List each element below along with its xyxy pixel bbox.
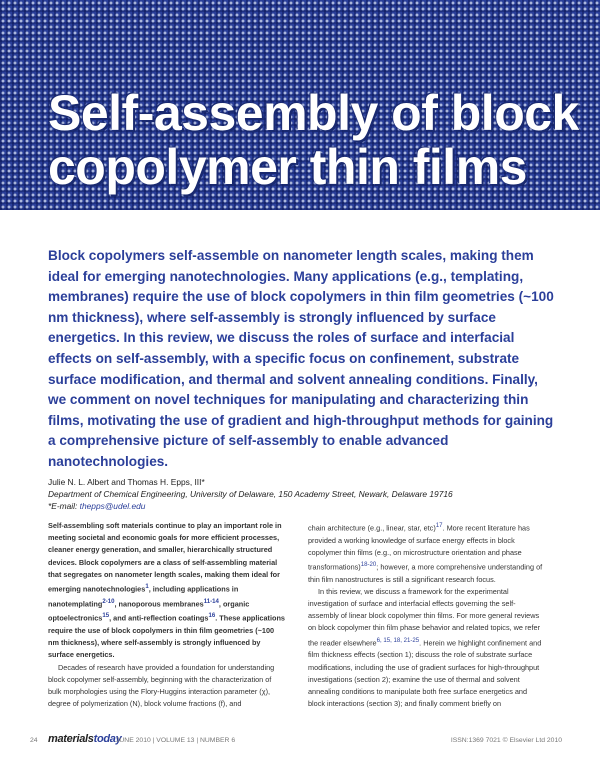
citation[interactable]: 2-10 [102,597,115,605]
citation[interactable]: 15 [102,612,110,620]
affiliation: Department of Chemical Engineering, University of Delaware, 150 Academy Street, Newark, Delaware 19716 [48,489,453,499]
title-line-1: Self-assembly of block [48,85,579,141]
body-paragraph: Decades of research have provided a foundation for understanding block copolymer self-assembly, beginning with the characterization of bulk morphologies using the Flory-Huggins interaction parameter (χ), degree of polymerization (N), block volume fractions (f), and [48,662,275,709]
title-line-2: copolymer thin films [48,139,527,195]
body-paragraph: chain architecture (e.g., linear, star, etc)$^{17}$. More recent literature has provided a working knowledge of surface energy effects in block copolymer thin films (e.g., on microstructure orientation and phase transformations)$^{18-20}$; however, a more comprehensive understanding of thin film nanostructures is still a significant research focus. [308,522,543,584]
issn-copyright: ISSN:1369 7021 © Elsevier Ltd 2010 [450,737,562,744]
journal-logo: materialstoday [48,733,122,745]
issue-info: JUNE 2010 | VOLUME 13 | NUMBER 6 [116,737,236,744]
page-number: 24 [30,737,38,744]
email-line [48,501,145,511]
body-column-right [308,520,546,710]
email-address[interactable]: thepps@udel.edu [79,501,146,511]
citation[interactable]: 16 [208,612,216,620]
citation[interactable]: 11-14 [203,597,219,605]
citation[interactable]: 1 [145,583,149,591]
authors: Julie N. L. Albert and Thomas H. Epps, III* [48,477,205,487]
body-paragraph: In this review, we discuss a framework for the experimental investigation of surface and interfacial effects governing the self-assembly of linear block copolymer thin films. For more general reviews on block copolymer thin film phase behavior and related topics, we refer the reader elsewhere$^{6, 15, 18, 21-25}$. Herein we highlight confinement and film thickness effects (section 1); discuss the role of substrate surface modifications, including the use of gradient surfaces for high-throughput investigations (section 2); examine the use of thermal and solvent annealing conditions to manipulate both free surface energetics and block interactions (section 3); and finally comment briefly on [308,586,542,709]
title-banner [0,0,600,210]
email-label: *E-mail: [48,501,78,511]
body-column-left [48,520,286,710]
abstract: Block copolymers self-assemble on nanometer length scales, making them ideal for emerging nanotechnologies. Many applications (e.g., templating, membranes) require the use of block copolymers in thin film geometries (~100 nm thickness), where self-assembly is strongly influenced by surface energetics. In this review, we discuss the roles of surface and interfacial effects on self-assembly, with a specific focus on confinement, substrate surface modification, and thermal and solvent annealing conditions. Finally, we comment on novel techniques for manipulating and characterizing thin films, motivating the use of gradient and high-throughput methods for gaining a comprehensive picture of self-assembly to enable advanced nanotechnologies. [48,248,554,469]
citation[interactable]: 17 [435,522,443,529]
citation[interactable]: 18-20 [360,561,377,569]
article-title [48,86,579,194]
intro-paragraph: Self-assembling soft materials continue to play an important role in meeting societal and economic goals for more efficient processes, cleaner energy generation, and smaller, hierarchically structured devices. Block copolymers are a class of self-assembling material that segregates on nanometer length scales, making them ideal for emerging nanotechnologies$^1$, including applications in nanotemplating$^{2-10}$, nanoporous membranes$^{11-14}$, organic optoelectronics$^{15}$, and anti-reflection coatings$^{16}$. These applications require the use of block copolymers in thin film geometries (~100 nm thickness), where self-assembly is strongly influenced by surface energetics. [48,521,285,660]
citation[interactable]: 6, 15, 18, 21-25 [376,636,420,644]
